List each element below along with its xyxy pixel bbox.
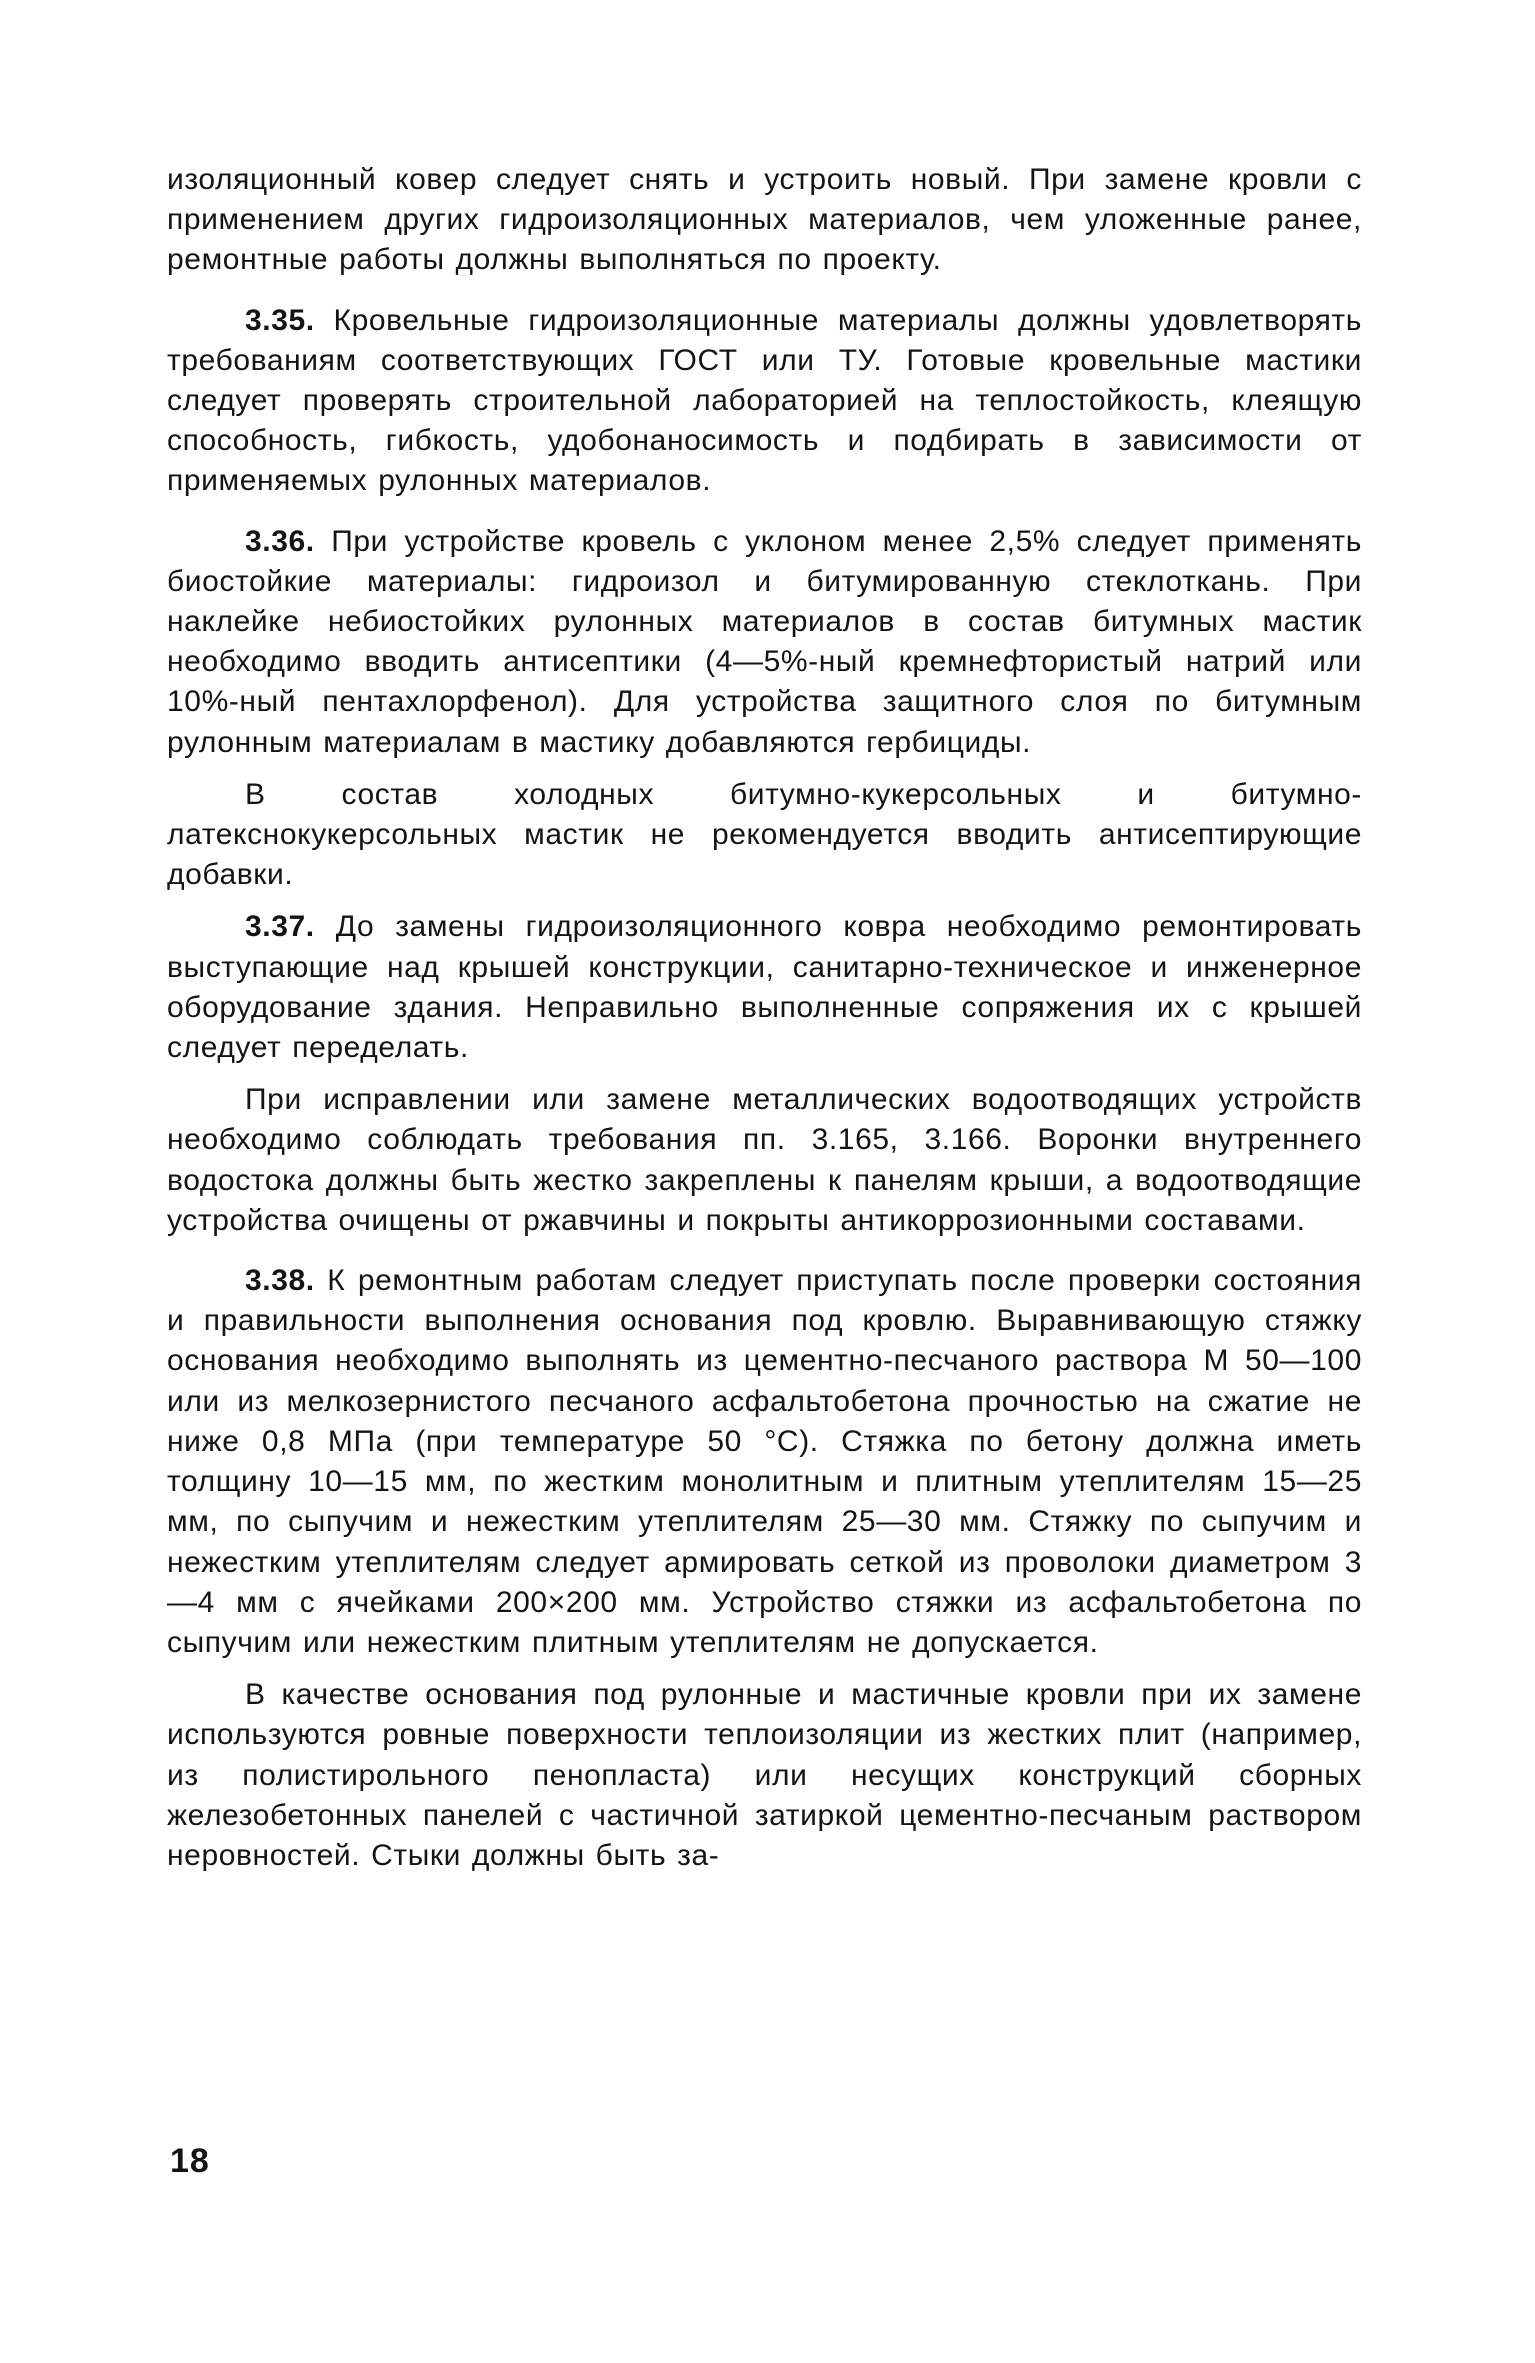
paragraph-text: До замены гидроизоляционного ковра необходимо ремонтировать выступающие над крышей конструкции, санитарно-техническое и инженерное оборудование здания. Неправильно выполненные сопряжения их с крышей следует переделать. — [167, 910, 1362, 1065]
paragraph-text: В качестве основания под рулонные и мастичные кровли при их замене используются ровные поверхности теплоизоляции из жестких плит (например, из полистирольного пенопласта) или несущих конструкций сборных железобетонных панелей с частичной затиркой цементно-песчаным раствором неровностей. Стыки должны быть за- — [167, 1678, 1362, 1872]
paragraph-3-38 — [167, 1261, 1362, 1663]
paragraph-text: Кровельные гидроизоляционные материалы должны удовлетворять требованиям соответствующих ГОСТ или ТУ. Готовые кровельные мастики следует проверять строительной лабораторией на теплостойкость, клеящую способность, гибкость, удобонаносимость и подбирать в зависимости от применяемых рулонных материалов. — [167, 303, 1362, 498]
paragraph-3-37 — [167, 907, 1362, 1068]
paragraph-continuation — [167, 160, 1362, 281]
paragraph-3-36 — [167, 522, 1362, 763]
paragraph-mastics — [167, 775, 1362, 896]
paragraph-text: При устройстве кровель с уклоном менее 2,5% следует применять биостойкие материалы: гидроизол и битумированную стеклоткань. При наклейке небиостойких рулонных материалов в состав битумных мастик необходимо вводить антисептики (4—5%-ный кремнефтористый натрий или 10%-ный пентахлорфенол). Для устройства защитного слоя по битумным рулонным материалам в мастику добавляются гербициды. — [167, 524, 1362, 759]
paragraph-base — [167, 1675, 1362, 1876]
paragraph-text: В состав холодных битумно-кукерсольных и битумно-латекснокукерсольных мастик не рекомендуется вводить антисептирующие добавки. — [167, 777, 1362, 892]
document-page — [167, 160, 1362, 1876]
page-number: 18 — [170, 2142, 210, 2180]
clause-number: 3.37. — [245, 910, 315, 944]
clause-number: 3.36. — [245, 524, 315, 558]
paragraph-text: К ремонтным работам следует приступать после проверки состояния и правильности выполнения основания под кровлю. Выравнивающую стяжку основания необходимо выполнять из цементно-песчаного раствора М 50—100 или из мелкозернистого песчаного асфальтобетона прочностью на сжатие не ниже 0,8 МПа (при температуре 50 °С). Стяжка по бетону должна иметь толщину 10—15 мм, по жестким монолитным и плитным утеплителям 15—25 мм, по сыпучим и нежестким утеплителям 25—30 мм. Стяжку по сыпучим и нежестким утеплителям следует армировать сеткой из проволоки диаметром 3—4 мм с ячейками 200×200 мм. Устройство стяжки из асфальтобетона по сыпучим или нежестким плитным утеплителям не допускается. — [167, 1264, 1362, 1659]
paragraph-text: При исправлении или замене металлических водоотводящих устройств необходимо соблюдать требования пп. 3.165, 3.166. Воронки внутреннего водостока должны быть жестко закреплены к панелям крыши, а водоотводящие устройства очищены от ржавчины и покрыты антикоррозионными составами. — [167, 1083, 1362, 1237]
clause-number: 3.35. — [245, 303, 315, 337]
clause-number: 3.38. — [245, 1264, 315, 1298]
paragraph-drainage — [167, 1080, 1362, 1241]
paragraph-3-35 — [167, 301, 1362, 502]
paragraph-text: изоляционный ковер следует снять и устроить новый. При замене кровли с применением других гидроизоляционных материалов, чем уложенные ранее, ремонтные работы должны выполняться по проекту. — [167, 163, 1362, 277]
